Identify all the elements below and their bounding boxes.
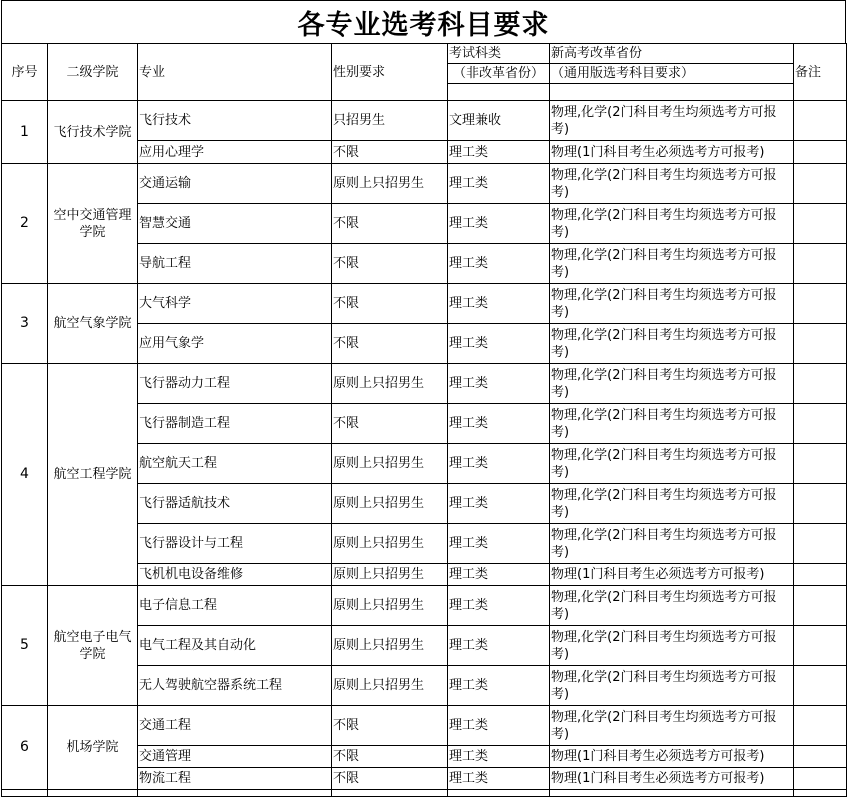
remark-cell bbox=[794, 284, 847, 324]
empty-cell bbox=[2, 790, 48, 797]
gender-requirement: 不限 bbox=[332, 324, 448, 364]
major-name: 飞机机电设备维修 bbox=[138, 564, 332, 586]
remark-cell bbox=[794, 484, 847, 524]
subject-requirement: 物理,化学(2门科目考生均须选考方可报考) bbox=[550, 626, 794, 666]
exam-type: 理工类 bbox=[448, 284, 550, 324]
major-name: 智慧交通 bbox=[138, 204, 332, 244]
row-index: 5 bbox=[2, 586, 48, 706]
remark-cell bbox=[794, 444, 847, 484]
subject-requirement: 物理(1门科目考生必须选考方可报考) bbox=[550, 564, 794, 586]
major-name: 交通管理 bbox=[138, 746, 332, 768]
row-index: 2 bbox=[2, 164, 48, 284]
subject-requirement: 物理,化学(2门科目考生均须选考方可报考) bbox=[550, 524, 794, 564]
college-name: 空中交通管理学院 bbox=[48, 164, 138, 284]
table-row bbox=[2, 364, 847, 404]
empty-cell bbox=[332, 790, 448, 797]
subject-requirement: 物理,化学(2门科目考生均须选考方可报考) bbox=[550, 666, 794, 706]
table-row bbox=[2, 284, 847, 324]
remark-cell bbox=[794, 706, 847, 746]
subject-requirement: 物理,化学(2门科目考生均须选考方可报考) bbox=[550, 204, 794, 244]
header-spacer-cell bbox=[448, 84, 550, 101]
gender-requirement: 原则上只招男生 bbox=[332, 164, 448, 204]
empty-cell bbox=[550, 790, 794, 797]
table-row bbox=[2, 586, 847, 626]
subject-requirement: 物理,化学(2门科目考生均须选考方可报考) bbox=[550, 284, 794, 324]
remark-cell bbox=[794, 101, 847, 141]
remark-cell bbox=[794, 626, 847, 666]
subject-requirement: 物理,化学(2门科目考生均须选考方可报考) bbox=[550, 101, 794, 141]
major-name: 电子信息工程 bbox=[138, 586, 332, 626]
subject-requirement: 物理(1门科目考生必须选考方可报考) bbox=[550, 768, 794, 790]
row-index: 1 bbox=[2, 101, 48, 164]
remark-cell bbox=[794, 586, 847, 626]
major-name: 大气科学 bbox=[138, 284, 332, 324]
subject-requirement: 物理,化学(2门科目考生均须选考方可报考) bbox=[550, 706, 794, 746]
gender-requirement: 原则上只招男生 bbox=[332, 666, 448, 706]
major-name: 电气工程及其自动化 bbox=[138, 626, 332, 666]
remark-cell bbox=[794, 404, 847, 444]
subject-requirement: 物理,化学(2门科目考生均须选考方可报考) bbox=[550, 484, 794, 524]
subject-requirement: 物理(1门科目考生必须选考方可报考) bbox=[550, 141, 794, 164]
gender-requirement: 不限 bbox=[332, 141, 448, 164]
exam-type: 理工类 bbox=[448, 324, 550, 364]
gender-requirement: 原则上只招男生 bbox=[332, 444, 448, 484]
row-index: 6 bbox=[2, 706, 48, 790]
remark-cell bbox=[794, 564, 847, 586]
remark-cell bbox=[794, 746, 847, 768]
college-name: 航空电子电气学院 bbox=[48, 586, 138, 706]
exam-type: 理工类 bbox=[448, 364, 550, 404]
major-name: 导航工程 bbox=[138, 244, 332, 284]
exam-type: 理工类 bbox=[448, 524, 550, 564]
table-row bbox=[2, 164, 847, 204]
exam-type: 理工类 bbox=[448, 204, 550, 244]
empty-cell bbox=[794, 790, 847, 797]
major-name: 飞行技术 bbox=[138, 101, 332, 141]
major-name: 飞行器设计与工程 bbox=[138, 524, 332, 564]
college-name: 航空气象学院 bbox=[48, 284, 138, 364]
major-name: 物流工程 bbox=[138, 768, 332, 790]
gender-requirement: 原则上只招男生 bbox=[332, 564, 448, 586]
exam-type: 理工类 bbox=[448, 164, 550, 204]
gender-requirement: 原则上只招男生 bbox=[332, 626, 448, 666]
subject-requirement: 物理,化学(2门科目考生均须选考方可报考) bbox=[550, 404, 794, 444]
remark-cell bbox=[794, 524, 847, 564]
major-name: 应用气象学 bbox=[138, 324, 332, 364]
exam-type: 理工类 bbox=[448, 666, 550, 706]
exam-type: 理工类 bbox=[448, 564, 550, 586]
college-name: 机场学院 bbox=[48, 706, 138, 790]
exam-type: 理工类 bbox=[448, 586, 550, 626]
header-college: 二级学院 bbox=[48, 44, 138, 101]
exam-type: 理工类 bbox=[448, 444, 550, 484]
major-name: 飞行器适航技术 bbox=[138, 484, 332, 524]
gender-requirement: 只招男生 bbox=[332, 101, 448, 141]
exam-type: 理工类 bbox=[448, 244, 550, 284]
gender-requirement: 不限 bbox=[332, 204, 448, 244]
requirements-table bbox=[1, 43, 847, 797]
header-spacer-cell bbox=[550, 84, 794, 101]
gender-requirement: 不限 bbox=[332, 746, 448, 768]
header-major: 专业 bbox=[138, 44, 332, 101]
gender-requirement: 不限 bbox=[332, 284, 448, 324]
remark-cell bbox=[794, 204, 847, 244]
header-exam-type-note: （非改革省份） bbox=[448, 64, 550, 84]
remark-cell bbox=[794, 364, 847, 404]
exam-type: 理工类 bbox=[448, 484, 550, 524]
subject-requirement: 物理,化学(2门科目考生均须选考方可报考) bbox=[550, 244, 794, 284]
gender-requirement: 原则上只招男生 bbox=[332, 586, 448, 626]
header-index: 序号 bbox=[2, 44, 48, 101]
exam-type: 理工类 bbox=[448, 746, 550, 768]
exam-type: 文理兼收 bbox=[448, 101, 550, 141]
gender-requirement: 不限 bbox=[332, 768, 448, 790]
row-index: 3 bbox=[2, 284, 48, 364]
header-new-gaokao-note: （通用版选考科目要求） bbox=[550, 64, 794, 84]
major-name: 无人驾驶航空器系统工程 bbox=[138, 666, 332, 706]
subject-requirement: 物理(1门科目考生必须选考方可报考) bbox=[550, 746, 794, 768]
empty-cell bbox=[448, 790, 550, 797]
empty-cell bbox=[48, 790, 138, 797]
exam-type: 理工类 bbox=[448, 626, 550, 666]
gender-requirement: 不限 bbox=[332, 404, 448, 444]
exam-type: 理工类 bbox=[448, 706, 550, 746]
remark-cell bbox=[794, 768, 847, 790]
table-row bbox=[2, 706, 847, 746]
subject-requirement: 物理,化学(2门科目考生均须选考方可报考) bbox=[550, 164, 794, 204]
remark-cell bbox=[794, 164, 847, 204]
header-remark: 备注 bbox=[794, 44, 847, 101]
table-row bbox=[2, 101, 847, 141]
subject-requirement: 物理,化学(2门科目考生均须选考方可报考) bbox=[550, 324, 794, 364]
page-title: 各专业选考科目要求 bbox=[1, 0, 846, 44]
college-name: 航空工程学院 bbox=[48, 364, 138, 586]
gender-requirement: 不限 bbox=[332, 706, 448, 746]
gender-requirement: 原则上只招男生 bbox=[332, 524, 448, 564]
gender-requirement: 不限 bbox=[332, 244, 448, 284]
subject-requirement: 物理,化学(2门科目考生均须选考方可报考) bbox=[550, 586, 794, 626]
major-name: 飞行器动力工程 bbox=[138, 364, 332, 404]
exam-type: 理工类 bbox=[448, 404, 550, 444]
major-name: 交通运输 bbox=[138, 164, 332, 204]
remark-cell bbox=[794, 141, 847, 164]
header-gender: 性别要求 bbox=[332, 44, 448, 101]
remark-cell bbox=[794, 666, 847, 706]
subject-requirement: 物理,化学(2门科目考生均须选考方可报考) bbox=[550, 364, 794, 404]
gender-requirement: 原则上只招男生 bbox=[332, 364, 448, 404]
college-name: 飞行技术学院 bbox=[48, 101, 138, 164]
remark-cell bbox=[794, 244, 847, 284]
table-row bbox=[2, 790, 847, 797]
row-index: 4 bbox=[2, 364, 48, 586]
major-name: 交通工程 bbox=[138, 706, 332, 746]
major-name: 飞行器制造工程 bbox=[138, 404, 332, 444]
header-new-gaokao: 新高考改革省份 bbox=[550, 44, 794, 64]
gender-requirement: 原则上只招男生 bbox=[332, 484, 448, 524]
empty-cell bbox=[138, 790, 332, 797]
exam-type: 理工类 bbox=[448, 768, 550, 790]
header-exam-type: 考试科类 bbox=[448, 44, 550, 64]
exam-type: 理工类 bbox=[448, 141, 550, 164]
major-name: 航空航天工程 bbox=[138, 444, 332, 484]
subject-requirement: 物理,化学(2门科目考生均须选考方可报考) bbox=[550, 444, 794, 484]
remark-cell bbox=[794, 324, 847, 364]
major-name: 应用心理学 bbox=[138, 141, 332, 164]
